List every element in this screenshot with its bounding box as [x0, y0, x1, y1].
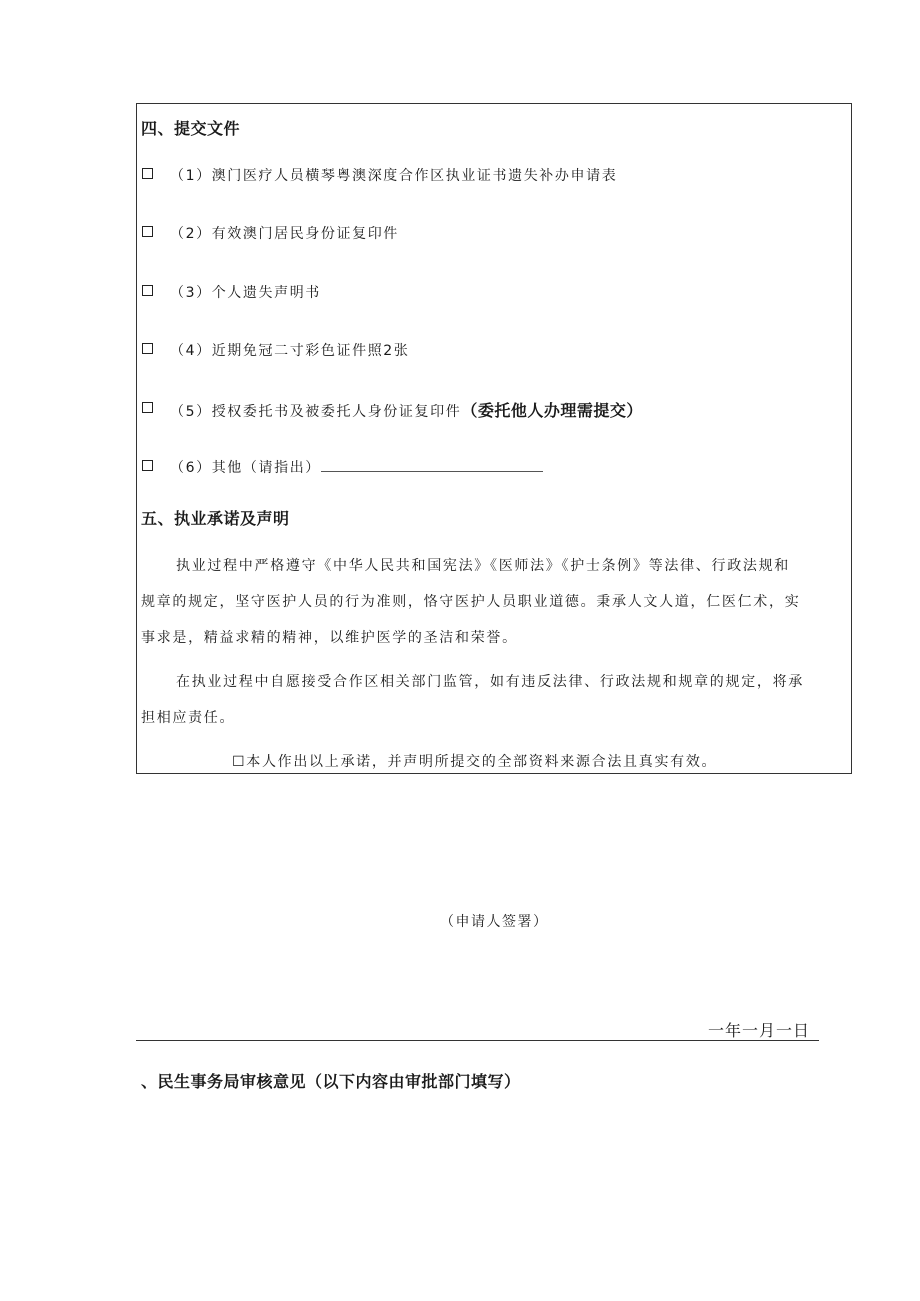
- checkbox-item-5[interactable]: [142, 402, 153, 413]
- checkbox-item-6[interactable]: [142, 460, 153, 471]
- checkbox-item-2[interactable]: [142, 226, 153, 237]
- para1-line2: 规章的规定，坚守医护人员的行为准则，恪守医护人员职业道德。秉承人文人道，仁医仁术，实: [141, 594, 801, 610]
- item-5-label: （5）授权委托书及被委托人身份证复印件: [170, 404, 462, 420]
- item-5-row: [170, 398, 643, 421]
- date-underline: [136, 1040, 819, 1041]
- declaration-checkbox-text[interactable]: ☐本人作出以上承诺，并声明所提交的全部资料来源合法且真实有效。: [232, 754, 718, 770]
- item-3-label: （3）个人遗失声明书: [170, 285, 321, 301]
- section4-heading: 四、提交文件: [141, 119, 241, 138]
- item-4-label: （4）近期免冠二寸彩色证件照2张: [170, 343, 410, 359]
- item-5-note: （委托他人办理需提交）: [461, 401, 643, 420]
- other-input-line[interactable]: [321, 457, 543, 472]
- date-field[interactable]: 一年一月一日: [708, 1021, 811, 1040]
- item-1-label: （1）澳门医疗人员横琴粤澳深度合作区执业证书遗失补办申请表: [170, 168, 618, 184]
- item-6-label: （6）其他（请指出）: [170, 460, 321, 476]
- para2-line2: 担相应责任。: [141, 710, 236, 726]
- review-heading: 、民生事务局审核意见（以下内容由审批部门填写）: [141, 1072, 521, 1091]
- checkbox-item-3[interactable]: [142, 285, 153, 296]
- item-2-label: （2）有效澳门居民身份证复印件: [170, 226, 399, 242]
- checkbox-item-1[interactable]: [142, 168, 153, 179]
- para2-line1: 在执业过程中自愿接受合作区相关部门监管，如有违反法律、行政法规和规章的规定，将承: [176, 674, 804, 690]
- para1-line1: 执业过程中严格遵守《中华人民共和国宪法》《医师法》《护士条例》等法律、行政法规和: [176, 558, 790, 574]
- section5-heading: 五、执业承诺及声明: [141, 509, 290, 528]
- para1-line3: 事求是，精益求精的精神，以维护医学的圣洁和荣誉。: [141, 630, 518, 646]
- checkbox-item-4[interactable]: [142, 343, 153, 354]
- applicant-signature-label: （申请人签署）: [440, 914, 549, 930]
- item-6-row: [170, 457, 543, 477]
